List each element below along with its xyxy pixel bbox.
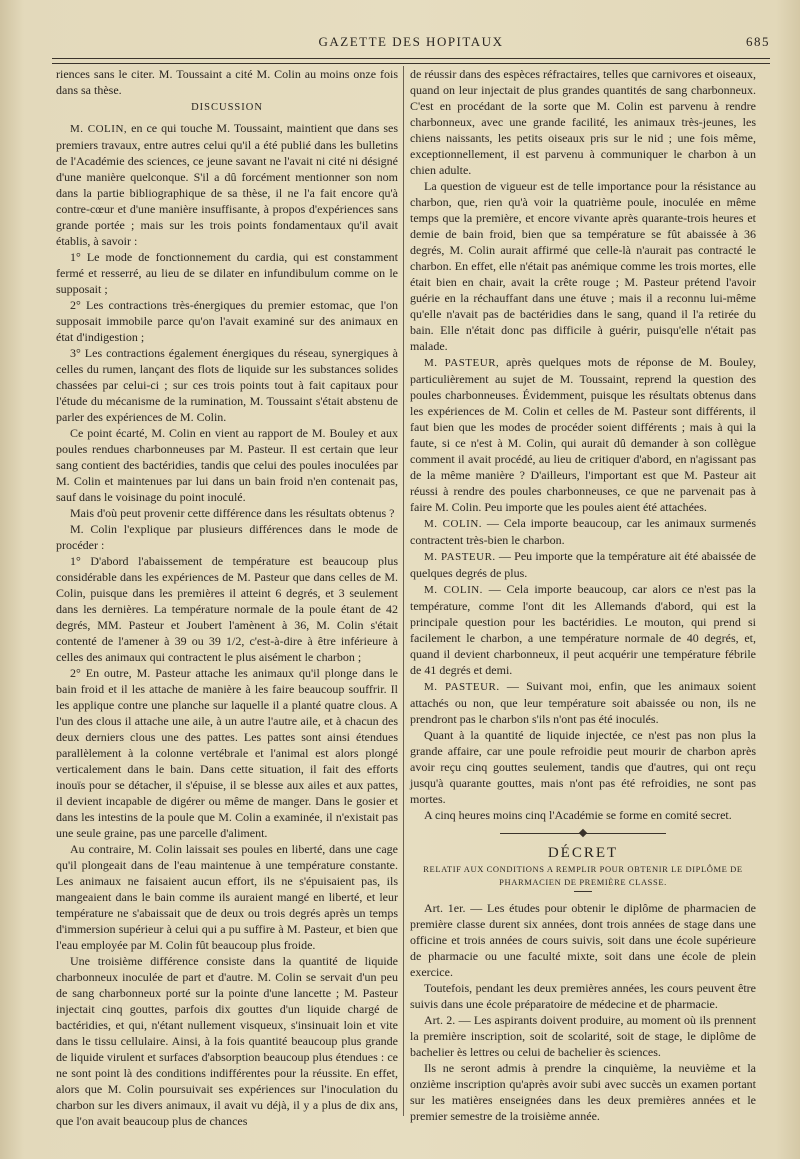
speech-text: après quelques mots de réponse de M. Bouley, particulièrement au sujet de M. Toussaint, reprend la question des poules charbonneuses. Évidemment, puisque les résultats obtenus dans les expériences de M. Colin et celles de M. Pasteur sont différents, il faut bien que les modes de procéder soient différents ; mais à qui la faute, si ce n'est à M. Colin, qui aurait dû demander à son collègue comment il avait procédé, au lieu de critiquer d'abord, en n'agissant pas de la même manière ? D'ailleurs, l'important est que M. Pasteur ait réussi à rendre des poules charbonneuses, ce que ne parvenait pas à faire M. Colin. Peu importe que les poules aient été attachées.	[410, 355, 756, 514]
left-column	[56, 66, 398, 1129]
speech-text: — Cela importe beaucoup, car les animaux surmenés contractent très-bien le charbon.	[410, 516, 757, 547]
body-paragraph: de réussir dans des espèces réfractaires, telles que carnivores et oiseaux, quand on leur injectait de plus grandes quantités de sang charbonneux. C'est en procédant de la sorte que M. Colin est parvenu à rendre charbonneux, avec une grande facilité, les animaux très-jeunes, les chiens naissants, les petits oiseaux pris sur le nid ; une fois même, exceptionnellement, il est parvenu à communiquer le charbon à un chien adulte.	[410, 67, 756, 177]
running-title: GAZETTE DES HOPITAUX	[318, 34, 504, 49]
body-paragraph: 1° D'abord l'abaissement de température est beaucoup plus considérable dans les expériences de M. Pasteur que dans celles de M. Colin, puisque dans les premières il atteint 6 degrés, et 3 seulement dans les dernières. La température normale de la poule étant de 42 degrés, MM. Pasteur et Joubert l'amènent à 36, M. Colin s'était contenté de l'amener à 39 ou 39 1/2, c'est-à-dire à être inférieure à celles des animaux qui contractent le plus aisément le charbon ;	[56, 554, 398, 664]
speech-paragraph	[410, 354, 756, 515]
speaker-name: M. COLIN.	[424, 518, 483, 530]
body-paragraph: Toutefois, pendant les deux premières années, les cours peuvent être suivis dans une école préparatoire de médecine et de pharmacie.	[410, 981, 756, 1011]
speech-text: — Peu importe que la température ait été abaissée de quelques degrés de plus.	[410, 549, 757, 580]
body-paragraph: riences sans le citer. M. Toussaint a cité M. Colin au moins onze fois dans sa thèse.	[56, 67, 398, 97]
speaker-name: M. PASTEUR.	[424, 551, 496, 563]
speech-paragraph	[56, 120, 398, 249]
ornamental-rule	[410, 827, 756, 839]
speaker-name: M. COLIN.	[424, 584, 483, 596]
section-heading: DISCUSSION	[191, 102, 263, 113]
body-paragraph: M. Colin l'explique par plusieurs différences dans le mode de procéder :	[56, 522, 398, 552]
right-column	[410, 66, 756, 1124]
decree-title: DÉCRET	[547, 845, 619, 861]
body-paragraph: La question de vigueur est de telle importance pour la résistance au charbon, que, rien qu'à voir la quatrième poule, inoculée en même temps que la première, et encore vivante après quarante-trois heures et demie de bain froid, bien que sa température se fût abaissée à 36 degrés, M. Colin aurait affirmé que celle-là n'aurait pas contracté le charbon. En effet, elle n'était pas anémique comme les trois mortes, elle était bien en chair, avait la crête rouge ; M. Pasteur prétend l'avoir guérie en la réchauffant dans une étuve ; mais il a reconnu lui-même qu'elle n'avait pas de bactéridies dans le sang, quand il l'a retirée du bain. Elle n'était donc pas difficile à guérir, puisqu'elle n'était pas malade.	[410, 179, 756, 353]
header-rule	[52, 58, 770, 64]
decree-subtitle-line: PHARMACIEN DE PREMIÈRE CLASSE.	[499, 877, 667, 887]
body-paragraph: Art. 2. — Les aspirants doivent produire, au moment où ils prennent la première inscription, soit de scolarité, soit de stage, le diplôme de bachelier ès lettres ou celui de bachelier ès sciences.	[410, 1013, 756, 1059]
body-paragraph: Ils ne seront admis à prendre la cinquième, la neuvième et la onzième inscription qu'après avoir subi avec succès un examen portant sur les matières enseignées dans les deux premières années et le premier semestre de la troisième année.	[410, 1061, 756, 1123]
speech-text: — Suivant moi, enfin, que les animaux soient attachés ou non, que leur température soit abaissée ou non, ils ne prendront pas le charbon s'ils n'ont pas été inoculés.	[410, 679, 756, 726]
speaker-name: M. PASTEUR,	[424, 357, 500, 369]
column-divider	[403, 66, 404, 1116]
page-number: 685	[746, 34, 770, 49]
speaker-name: M. COLIN,	[70, 123, 128, 135]
body-paragraph: Ce point écarté, M. Colin en vient au rapport de M. Bouley et aux poules rendues charbonneuses par M. Pasteur. Il est certain que leur sang contient des bactéridies, tandis que celui des poules inoculées par M. Colin et maintenues par lui dans un bain froid n'en contenait pas, sauf dans le voisinage du point inoculé.	[56, 426, 398, 504]
body-paragraph: 2° Les contractions très-énergiques du premier estomac, que l'on supposait immobile parce qu'on l'avait examiné sur des animaux en état d'indigestion ;	[56, 298, 398, 344]
speech-paragraph	[410, 581, 756, 678]
speech-paragraph	[410, 515, 756, 548]
body-paragraph: 1° Le mode de fonctionnement du cardia, qui est constamment fermé et resserré, au lieu de se dilater en infundibulum comme on le supposait ;	[56, 250, 398, 296]
speech-paragraph	[410, 548, 756, 581]
speaker-name: M. PASTEUR.	[424, 681, 500, 693]
body-paragraph: Au contraire, M. Colin laissait ses poules en liberté, dans une cage qu'il plongeait dans de l'eau maintenue à une température constante. Les animaux ne faisaient aucun effort, ils ne s'épuisaient pas, ils mangeaient dans le bain comme ils auraient mangé en liberté, et leur température ne s'abaissait que de deux ou trois degrés après un temps d'immersion supérieur à celui qui a pu suffire à M. Pasteur, et bien que l'eau employée par M. Colin fût beaucoup plus froide.	[56, 842, 398, 952]
body-paragraph: Art. 1er. — Les études pour obtenir le diplôme de pharmacien de première classe durent six années, dont trois années de stage dans une officine et trois années de cours suivis, soit dans une école supérieure de pharmacie ou une faculté mixte, soit dans une école de plein exercice.	[410, 901, 756, 979]
body-paragraph: Quant à la quantité de liquide injectée, ce n'est pas non plus la grande affaire, car une poule refroidie peut mourir de charbon après avoir reçu cinq gouttes seulement, tandis que d'autres, qui ont reçu jusqu'à quarante gouttes, mais n'ont pas été refroidies, ne sont pas mortes.	[410, 728, 756, 806]
body-paragraph: Une troisième différence consiste dans la quantité de liquide charbonneux inoculée de part et d'autre. M. Colin se servait d'un peu de sang charbonneux porté sur la pointe d'une lancette ; M. Pasteur injectait cinq gouttes, parfois dix gouttes d'un liquide chargé de bactéridies, et qui, n'étant nullement visqueux, s'insinuait loin et vite dans le tissu cellulaire. Ainsi, à la fois quantité beaucoup plus grande de liquide virulent et surfaces d'absorption beaucoup plus étendues : ce ne sont point là des conditions indifférentes pour la réussite. En effet, alors que M. Colin poursuivait ses expériences sur l'inoculation du charbon sur les divers animaux, il avait vu déjà, il y a plus de dix ans, que l'on avait beaucoup plus de chances	[56, 954, 398, 1128]
body-paragraph: A cinq heures moins cinq l'Académie se forme en comité secret.	[424, 808, 732, 822]
page-header	[52, 34, 770, 52]
body-paragraph: Mais d'où peut provenir cette différence dans les résultats obtenus ?	[70, 506, 395, 520]
speech-text: en ce qui touche M. Toussaint, maintient que dans ses premiers travaux, entre autres celui qu'il a été publié dans les bulletins de l'Académie des sciences, ce jeune savant ne l'avait ni cité ni désigné d'une manière quelconque. S'il a dû forcément mentionner son nom dans la partie bibliographique de sa thèse, il ne l'a fait encore qu'à contre-cœur et d'une manière insuffisante, à propos d'expériences sans grande portée ; mais sur les trois points fondamentaux qu'il avait établis, à savoir :	[56, 121, 399, 248]
speech-paragraph	[410, 678, 756, 727]
decree-mini-rule	[574, 891, 592, 892]
speech-text: — Cela importe beaucoup, car alors ce n'est pas la température, comme l'ont dit les Allemands d'abord, qui est la principale question pour les bactéridies. Le mouton, qui prend si facilement le charbon, a une température normale de 40 degrés, et, quand il devient charbonneux, il peut acquérir une température fébrile de 41 degrés et demi.	[410, 582, 757, 677]
body-paragraph: 2° En outre, M. Pasteur attache les animaux qu'il plonge dans le bain froid et il les attache de manière à les faire beaucoup souffrir. Il les applique contre une planche sur laquelle il a planté quatre clous. A l'un des clous il attache une aile, à un autre l'autre aile, et à chacun des deux derniers clous une des pattes. Les pattes sont ainsi étendues parallèlement à la colonne vertébrale et l'animal est alors plongé verticalement dans le bain. Dans cette situation, il fait des efforts inouïs pour se détacher, il s'épuise, il se blesse aux ailes et aux pattes, il devient incapable de digérer ou même de manger. Dans le gosier et dans les intestins de la poule que M. Colin a examinée, il n'existait pas une seule graine, pas une parcelle d'aliment.	[56, 666, 398, 840]
decree-subtitle	[410, 863, 756, 892]
decree-subtitle-line: RELATIF AUX CONDITIONS A REMPLIR POUR OBTENIR LE DIPLÔME DE	[423, 864, 743, 874]
body-paragraph: 3° Les contractions également énergiques du réseau, synergiques à celles du rumen, lançant des flots de liquide sur les substances solides chassées par celui-ci ; sur ces trois points tout à fait capitaux pour l'étude du mécanisme de la rumination, M. Toussaint s'était abstenu de parler des expériences de M. Colin.	[56, 346, 398, 424]
